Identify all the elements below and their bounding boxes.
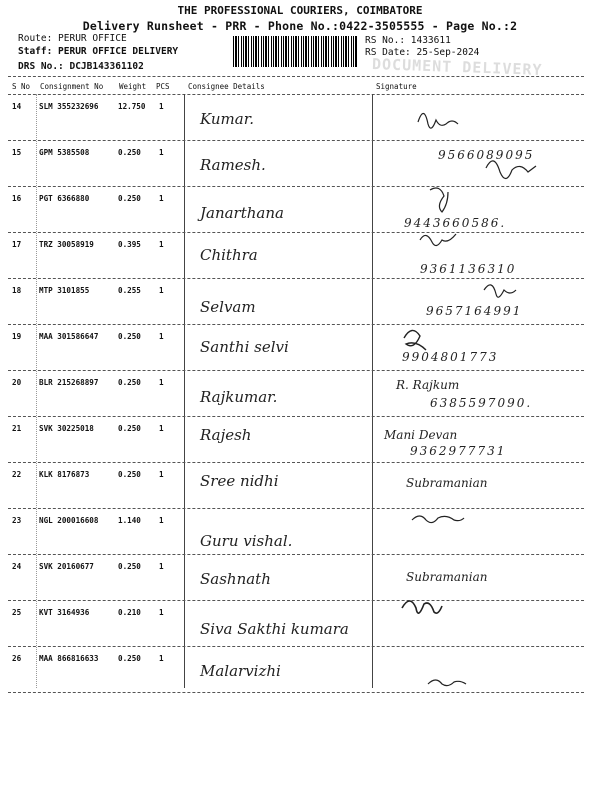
- signature-row18: [484, 285, 516, 297]
- row-weight: 0.250: [118, 470, 141, 479]
- row-weight: 12.750: [118, 102, 146, 111]
- row-sno: 22: [12, 470, 22, 479]
- row-consignee-name: Santhi selvi: [200, 338, 289, 356]
- column-header-consignee: Consignee Details: [188, 82, 265, 91]
- row-consignment-no: SVK 30225018: [39, 424, 94, 433]
- row-consignment-no: SVK 20160677: [39, 562, 94, 571]
- row-weight: 0.395: [118, 240, 141, 249]
- row-sno: 15: [12, 148, 22, 157]
- row-consignee-name: Sree nidhi: [200, 472, 279, 490]
- staff-label: Staff: PERUR OFFICE DELIVERY: [18, 46, 179, 57]
- row-sno: 18: [12, 286, 22, 295]
- row-consignment-no: TRZ 30058919: [39, 240, 94, 249]
- signature-row16: [430, 188, 448, 212]
- row-consignment-no: MAA 866816633: [39, 654, 99, 663]
- row-pcs: 1: [159, 608, 164, 617]
- row-pcs: 1: [159, 240, 164, 249]
- rs-date-label: RS Date: 25-Sep-2024: [365, 47, 480, 58]
- row-consignee-name: Selvam: [200, 298, 256, 316]
- row-consignee-name: Siva Sakthi kumara: [200, 620, 349, 638]
- signature-row15: [486, 161, 536, 179]
- row-consignment-no: GPM 5385508: [39, 148, 90, 157]
- row-phone-number: 9362977731: [410, 444, 507, 458]
- row-consignee-name: Chithra: [200, 246, 258, 264]
- row-consignee-name: Rajesh: [200, 426, 252, 444]
- row-weight: 1.140: [118, 516, 141, 525]
- row-sno: 14: [12, 102, 22, 111]
- row-consignment-no: PGT 6366880: [39, 194, 90, 203]
- row-sno: 20: [12, 378, 22, 387]
- row-pcs: 1: [159, 332, 164, 341]
- document-watermark: DOCUMENT DELIVERY: [371, 55, 543, 79]
- row-phone-number: 9657164991: [426, 304, 523, 318]
- row-consignee-name: Malarvizhi: [200, 662, 281, 680]
- row-sno: 16: [12, 194, 22, 203]
- row-pcs: 1: [159, 562, 164, 571]
- row-pcs: 1: [159, 654, 164, 663]
- row-phone-number: 6385597090.: [430, 396, 533, 410]
- column-header-consignment: Consignment No: [40, 82, 104, 91]
- row-sno: 21: [12, 424, 22, 433]
- row-consignment-no: BLR 215268897: [39, 378, 99, 387]
- row-consignee-name: Janarthana: [200, 204, 284, 222]
- row-consignment-no: KLK 8176873: [39, 470, 90, 479]
- row-weight: 0.250: [118, 332, 141, 341]
- drs-label: DRS No.: DCJB143361102: [18, 61, 144, 72]
- row-consignment-no: MTP 3101855: [39, 286, 90, 295]
- row-pcs: 1: [159, 470, 164, 479]
- row-consignment-no: MAA 301586647: [39, 332, 99, 341]
- row-pcs: 1: [159, 148, 164, 157]
- row-consignment-no: NGL 200016608: [39, 516, 99, 525]
- row-phone-number: 9566089095: [438, 148, 535, 162]
- row-consignment-no: KVT 3164936: [39, 608, 90, 617]
- row-weight: 0.250: [118, 424, 141, 433]
- row-pcs: 1: [159, 286, 164, 295]
- company-title: THE PROFESSIONAL COURIERS, COIMBATORE: [177, 4, 423, 17]
- route-label: Route: PERUR OFFICE: [18, 33, 127, 44]
- signature-row19: [404, 330, 426, 350]
- row-sno: 24: [12, 562, 22, 571]
- row-sno: 23: [12, 516, 22, 525]
- row-pcs: 1: [159, 102, 164, 111]
- row-consignment-no: SLM 355232696: [39, 102, 99, 111]
- row-sno: 25: [12, 608, 22, 617]
- signature-row25: [402, 601, 442, 613]
- row-phone-number: 9361136310: [420, 262, 517, 276]
- row-weight: 0.250: [118, 194, 141, 203]
- row-weight: 0.250: [118, 148, 141, 157]
- column-header-signature: Signature: [376, 82, 417, 91]
- signature-text-row21: Mani Devan: [384, 428, 458, 442]
- row-weight: 0.210: [118, 608, 141, 617]
- row-pcs: 1: [159, 194, 164, 203]
- row-weight: 0.255: [118, 286, 141, 295]
- row-pcs: 1: [159, 424, 164, 433]
- signature-row17: [420, 234, 456, 246]
- row-phone-number: 9904801773: [402, 350, 499, 364]
- row-consignee-name: Guru vishal.: [200, 532, 293, 550]
- row-weight: 0.250: [118, 654, 141, 663]
- row-sno: 19: [12, 332, 22, 341]
- signature-text-row22: Subramanian: [406, 476, 488, 490]
- signature-text-row20: R. Rajkum: [396, 378, 460, 392]
- signature-row23: [412, 516, 464, 523]
- row-sno: 26: [12, 654, 22, 663]
- row-phone-number: 9443660586.: [404, 216, 507, 230]
- row-consignee-name: Ramesh.: [200, 156, 266, 174]
- column-header-sno: S No: [12, 82, 31, 91]
- row-consignee-name: Sashnath: [200, 570, 271, 588]
- column-header-pcs: PCS: [156, 82, 170, 91]
- signature-text-row24: Subramanian: [406, 570, 488, 584]
- row-weight: 0.250: [118, 562, 141, 571]
- row-pcs: 1: [159, 516, 164, 525]
- signature-row14: [418, 113, 458, 128]
- row-sno: 17: [12, 240, 22, 249]
- row-consignee-name: Rajkumar.: [200, 388, 278, 406]
- row-consignee-name: Kumar.: [200, 110, 254, 128]
- row-pcs: 1: [159, 378, 164, 387]
- row-weight: 0.250: [118, 378, 141, 387]
- signature-row26: [428, 680, 466, 686]
- column-header-weight: Weight: [119, 82, 147, 91]
- rs-no-label: RS No.: 1433611: [365, 35, 451, 46]
- runsheet-subtitle: Delivery Runsheet - PRR - Phone No.:0422-3505555 - Page No.:2: [82, 19, 518, 33]
